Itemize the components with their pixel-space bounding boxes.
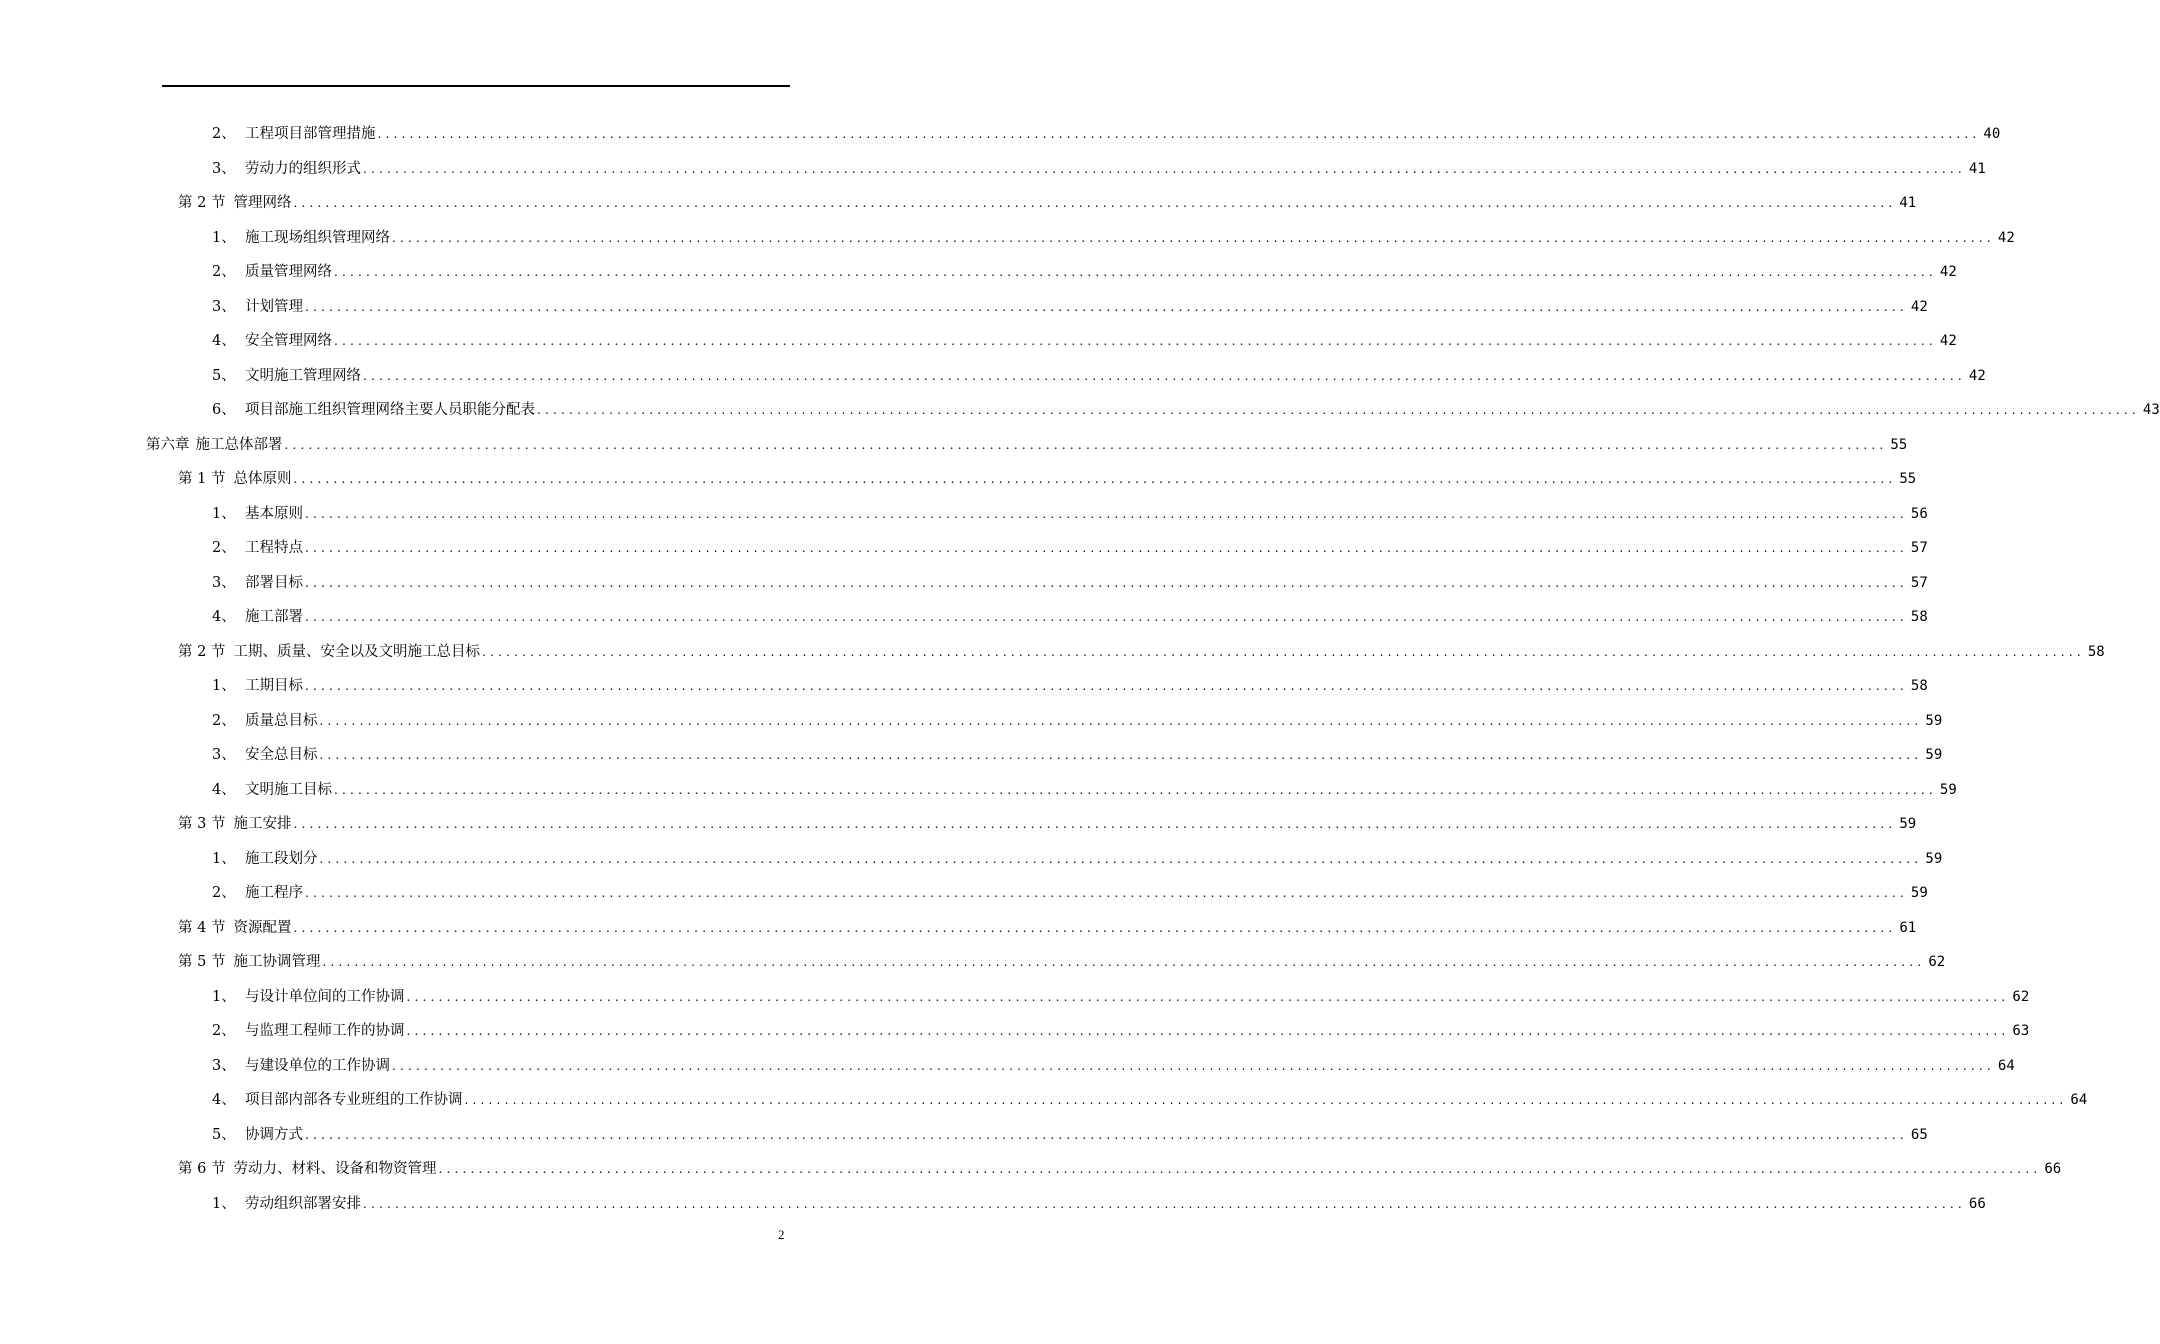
toc-entry-number: 2、 — [212, 712, 236, 729]
toc-leader-dots: ........................................................................................................................................................................................................ — [305, 575, 1908, 590]
toc-entry[interactable] — [212, 842, 1943, 877]
toc-entry-page: 57 — [1910, 574, 1928, 591]
toc-entry-page: 58 — [1910, 678, 1928, 695]
toc-leader-dots: ........................................................................................................................................................................................................ — [537, 403, 2140, 418]
toc-entry-title: 施工段划分 — [245, 850, 318, 867]
toc-entry-number: 第 2 节 — [178, 643, 226, 660]
toc-entry[interactable] — [212, 669, 1928, 704]
toc-entry[interactable] — [178, 807, 1917, 842]
toc-entry-page: 66 — [1968, 1195, 1986, 1212]
toc-leader-dots: ........................................................................................................................................................................................................ — [334, 782, 1937, 797]
toc-entry-number: 1、 — [212, 678, 236, 695]
toc-entry-number: 第 2 节 — [178, 195, 226, 212]
toc-entry-page: 58 — [2087, 643, 2105, 660]
toc-entry[interactable] — [178, 1152, 2062, 1187]
toc-entry-page: 63 — [2012, 1023, 2030, 1040]
page-number: 2 — [778, 1227, 785, 1242]
toc-entry-page: 59 — [1925, 712, 1943, 729]
toc-entry[interactable] — [212, 221, 2015, 256]
toc-entry-title: 与建设单位的工作协调 — [245, 1057, 390, 1074]
toc-entry[interactable] — [178, 945, 1946, 980]
toc-entry-page: 42 — [1939, 264, 1957, 281]
toc-entry-page: 64 — [2070, 1092, 2088, 1109]
toc-entry-number: 第 1 节 — [178, 471, 226, 488]
toc-entry-page: 59 — [1899, 816, 1917, 833]
toc-entry-number: 4、 — [212, 333, 236, 350]
toc-leader-dots: ........................................................................................................................................................................................................ — [293, 817, 1897, 832]
toc-entry-title: 资源配置 — [233, 919, 292, 936]
toc-leader-dots: ........................................................................................................................................................................................................ — [438, 1162, 2042, 1177]
toc-entry[interactable] — [212, 393, 2160, 428]
toc-leader-dots: ........................................................................................................................................................................................................ — [377, 127, 1981, 142]
toc-entry-page: 42 — [1997, 229, 2015, 246]
toc-entry-number: 5、 — [212, 1126, 236, 1143]
toc-entry-page: 59 — [1925, 850, 1943, 867]
toc-leader-dots: ........................................................................................................................................................................................................ — [293, 472, 1897, 487]
toc-entry-page: 64 — [1997, 1057, 2015, 1074]
toc-entry[interactable] — [212, 738, 1943, 773]
toc-entry-number: 3、 — [212, 574, 236, 591]
toc-entry-title: 与监理工程师工作的协调 — [245, 1023, 405, 1040]
toc-entry-title: 质量管理网络 — [245, 264, 332, 281]
toc-entry[interactable] — [212, 1083, 2088, 1118]
toc-entry[interactable] — [212, 566, 1928, 601]
toc-entry-number: 第 3 节 — [178, 816, 226, 833]
toc-entry-page: 41 — [1899, 195, 1917, 212]
toc-leader-dots: ........................................................................................................................................................................................................ — [284, 437, 1888, 452]
toc-entry[interactable] — [212, 876, 1928, 911]
toc-entry-number: 2、 — [212, 885, 236, 902]
toc-entry-page: 62 — [1928, 954, 1946, 971]
toc-entry-page: 59 — [1939, 781, 1957, 798]
toc-entry-number: 1、 — [212, 988, 236, 1005]
toc-leader-dots: ........................................................................................................................................................................................................ — [305, 541, 1908, 556]
toc-entry-number: 1、 — [212, 850, 236, 867]
toc-entry-title: 施工总体部署 — [195, 436, 283, 453]
toc-leader-dots: ........................................................................................................................................................................................................ — [305, 679, 1908, 694]
toc-leader-dots: ........................................................................................................................................................................................................ — [319, 748, 1923, 763]
toc-entry-number: 2、 — [212, 264, 236, 281]
toc-entry[interactable] — [212, 600, 1928, 635]
toc-leader-dots: ........................................................................................................................................................................................................ — [481, 644, 2085, 659]
toc-leader-dots: ........................................................................................................................................................................................................ — [319, 713, 1923, 728]
toc-entry-title: 工期、质量、安全以及文明施工总目标 — [233, 643, 480, 660]
toc-entry-page: 59 — [1925, 747, 1943, 764]
toc-entry-title: 施工部署 — [245, 609, 303, 626]
toc-entry-number: 第 5 节 — [178, 954, 226, 971]
toc-leader-dots: ........................................................................................................................................................................................................ — [334, 334, 1937, 349]
toc-entry[interactable] — [212, 324, 1957, 359]
toc-entry-title: 工程项目部管理措施 — [245, 126, 376, 143]
toc-leader-dots: ........................................................................................................................................................................................................ — [406, 989, 2010, 1004]
toc-entry-page: 40 — [1983, 126, 2001, 143]
toc-entry-number: 3、 — [212, 747, 236, 764]
toc-entry-number: 3、 — [212, 160, 236, 177]
toc-entry-title: 工期目标 — [245, 678, 303, 695]
header-rule — [162, 85, 790, 87]
toc-entry[interactable] — [212, 531, 1928, 566]
toc-leader-dots: ........................................................................................................................................................................................................ — [363, 368, 1966, 383]
toc-entry[interactable] — [212, 1049, 2015, 1084]
toc-entry-title: 安全管理网络 — [245, 333, 332, 350]
toc-entry-page: 43 — [2142, 402, 2160, 419]
toc-entry-page: 42 — [1968, 367, 1986, 384]
toc-entry-page: 65 — [1910, 1126, 1928, 1143]
toc-leader-dots: ........................................................................................................................................................................................................ — [392, 230, 1995, 245]
toc-entry[interactable] — [178, 911, 1917, 946]
toc-leader-dots: ........................................................................................................................................................................................................ — [293, 196, 1897, 211]
toc-entry[interactable] — [178, 635, 2105, 670]
toc-entry[interactable] — [212, 117, 2001, 152]
toc-entry-title: 施工协调管理 — [233, 954, 321, 971]
toc-leader-dots: ........................................................................................................................................................................................................ — [334, 265, 1937, 280]
toc-entry[interactable] — [212, 773, 1957, 808]
toc-entry-title: 与设计单位间的工作协调 — [245, 988, 405, 1005]
toc-entry-title: 安全总目标 — [245, 747, 318, 764]
toc-leader-dots: ........................................................................................................................................................................................................ — [322, 955, 1926, 970]
toc-leader-dots: ........................................................................................................................................................................................................ — [319, 851, 1923, 866]
toc-entry-number: 5、 — [212, 367, 236, 384]
toc-entry-title: 总体原则 — [233, 471, 292, 488]
toc-entry[interactable] — [178, 186, 1917, 221]
toc-leader-dots: ........................................................................................................................................................................................................ — [305, 1127, 1908, 1142]
toc-entry-number: 2、 — [212, 540, 236, 557]
toc-leader-dots: ........................................................................................................................................................................................................ — [392, 1058, 1995, 1073]
toc-entry-title: 协调方式 — [245, 1126, 303, 1143]
toc-entry-number: 3、 — [212, 298, 236, 315]
toc-entry[interactable] — [212, 359, 1986, 394]
toc-entry[interactable] — [212, 497, 1928, 532]
toc-entry-title: 计划管理 — [245, 298, 303, 315]
toc-leader-dots: ........................................................................................................................................................................................................ — [363, 161, 1966, 176]
toc-entry-number: 1、 — [212, 229, 236, 246]
toc-entry-title: 项目部内部各专业班组的工作协调 — [245, 1092, 463, 1109]
toc-entry-number: 2、 — [212, 1023, 236, 1040]
toc-entry-title: 劳动力、材料、设备和物资管理 — [233, 1161, 437, 1178]
toc-entry[interactable] — [212, 152, 1986, 187]
toc-entry-number: 3、 — [212, 1057, 236, 1074]
toc-entry-title: 劳动力的组织形式 — [245, 160, 361, 177]
toc-entry-title: 管理网络 — [233, 195, 292, 212]
toc-entry-title: 施工安排 — [233, 816, 292, 833]
toc-entry-page: 41 — [1968, 160, 1986, 177]
toc-entry[interactable] — [212, 255, 1957, 290]
toc-entry-number: 2、 — [212, 126, 236, 143]
toc-entry-page: 42 — [1939, 333, 1957, 350]
toc-entry-number: 第 6 节 — [178, 1161, 226, 1178]
toc-leader-dots: ........................................................................................................................................................................................................ — [464, 1093, 2068, 1108]
toc-entry-page: 61 — [1899, 919, 1917, 936]
toc-entry-number: 4、 — [212, 609, 236, 626]
toc-leader-dots: ........................................................................................................................................................................................................ — [305, 506, 1908, 521]
toc-entry-page: 58 — [1910, 609, 1928, 626]
toc-leader-dots: ........................................................................................................................................................................................................ — [305, 299, 1908, 314]
toc-entry-title: 基本原则 — [245, 505, 303, 522]
toc-entry-number: 6、 — [212, 402, 236, 419]
toc-entry-title: 项目部施工组织管理网络主要人员职能分配表 — [245, 402, 535, 419]
toc-leader-dots: ........................................................................................................................................................................................................ — [305, 610, 1908, 625]
toc-entry-number: 1、 — [212, 1195, 236, 1212]
toc-entry-page: 57 — [1910, 540, 1928, 557]
toc-entry-number: 4、 — [212, 1092, 236, 1109]
toc-entry-page: 66 — [2044, 1161, 2062, 1178]
toc-entry[interactable] — [212, 1014, 2030, 1049]
toc-entry[interactable] — [178, 462, 1917, 497]
toc-entry-title: 劳动组织部署安排 — [245, 1195, 361, 1212]
toc-entry-page: 42 — [1910, 298, 1928, 315]
toc-leader-dots: ........................................................................................................................................................................................................ — [363, 1196, 1966, 1211]
toc-entry-title: 部署目标 — [245, 574, 303, 591]
toc-entry-page: 56 — [1910, 505, 1928, 522]
toc-entry[interactable] — [212, 1118, 1928, 1153]
toc-entry-title: 质量总目标 — [245, 712, 318, 729]
toc-entry-page: 55 — [1890, 436, 1908, 453]
toc-entry-page: 59 — [1910, 885, 1928, 902]
toc-entry-number: 第 4 节 — [178, 919, 226, 936]
toc-entry[interactable] — [146, 428, 1908, 463]
toc-leader-dots: ........................................................................................................................................................................................................ — [406, 1024, 2010, 1039]
toc-entry-number: 4、 — [212, 781, 236, 798]
toc-entry-page: 55 — [1899, 471, 1917, 488]
toc-leader-dots: ........................................................................................................................................................................................................ — [293, 920, 1897, 935]
toc-entry-title: 文明施工目标 — [245, 781, 332, 798]
toc-entry-number: 1、 — [212, 505, 236, 522]
toc-entry-title: 施工现场组织管理网络 — [245, 229, 390, 246]
toc-entry-title: 文明施工管理网络 — [245, 367, 361, 384]
toc-entry[interactable] — [212, 1187, 1986, 1222]
toc-entry[interactable] — [212, 704, 1943, 739]
toc-entry[interactable] — [212, 290, 1928, 325]
toc-leader-dots: ........................................................................................................................................................................................................ — [305, 886, 1908, 901]
toc-entry-title: 施工程序 — [245, 885, 303, 902]
toc-entry-title: 工程特点 — [245, 540, 303, 557]
toc-entry-page: 62 — [2012, 988, 2030, 1005]
toc-entry-number: 第六章 — [146, 436, 190, 453]
toc-entry[interactable] — [212, 980, 2030, 1015]
